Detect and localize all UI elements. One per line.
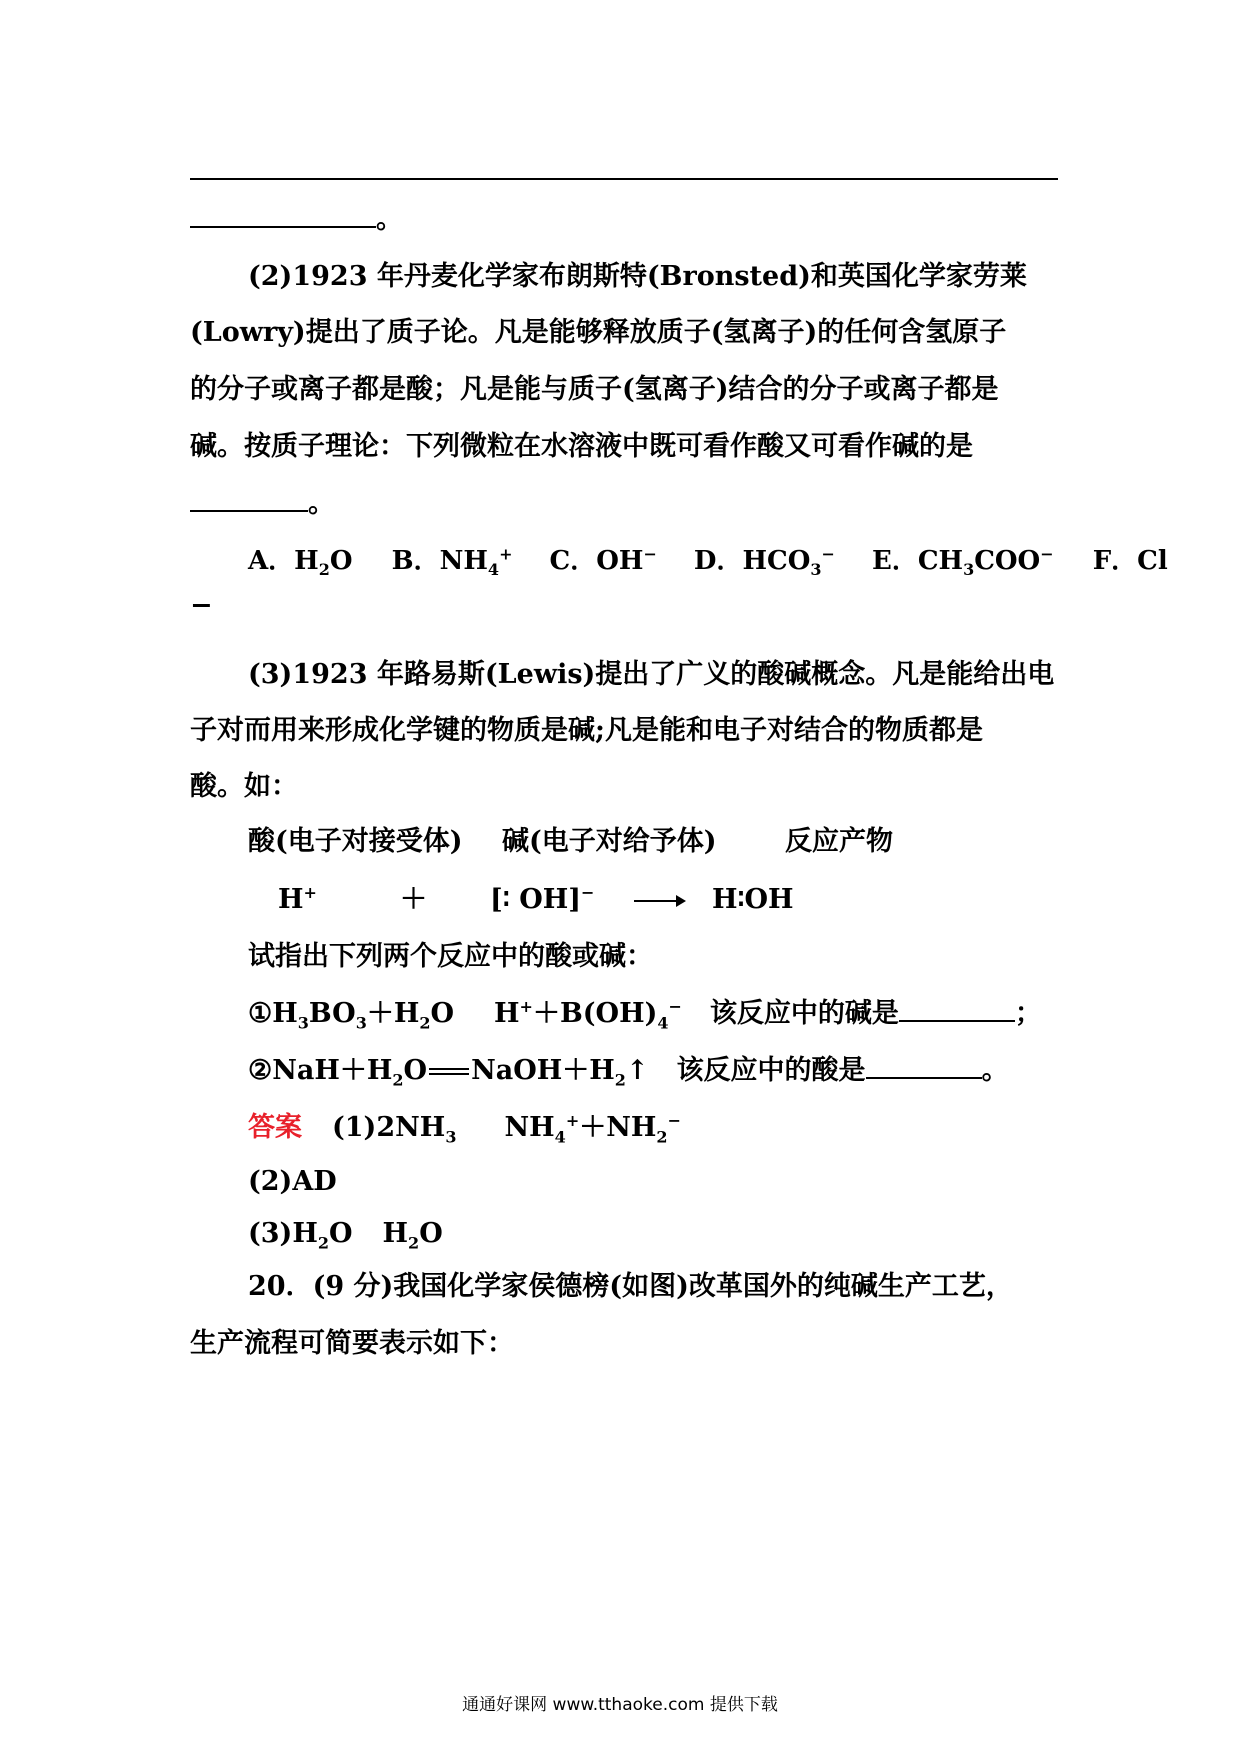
answer-3: $(3)H_2O$ $H_2O$ [248, 1218, 443, 1253]
q20-line-2: 生产流程可简要表示如下： [190, 1328, 514, 1359]
option-c: C．OH− [549, 544, 657, 576]
lewis-header-base: 碱(电子对给予体) [502, 826, 717, 857]
q2-line-4: 碱。按质子理论：下列微粒在水溶液中既可看作酸又可看作碱的是 [190, 431, 973, 462]
q3-line-2: 子对而用来形成化学键的物质是碱;凡是能和电子对结合的物质都是 [190, 715, 983, 746]
q20-line-1: 20．(9 分)我国化学家侯德榜(如图)改革国外的纯碱生产工艺， [248, 1271, 1013, 1302]
reaction-1: $①H_3BO_3+H_2O$ $H^++B(OH)_4^-$ 该反应中的碱是 ； [248, 997, 1042, 1033]
answer-1: 答案 $(1)2NH_3$ $NH_4^++NH_2^-$ [248, 1111, 681, 1147]
q2-answer-blank: 。 [190, 484, 335, 524]
lewis-example-product: H∶OH [712, 884, 794, 915]
q2-options [248, 541, 1168, 581]
q2-line-3: 的分子或离子都是酸；凡是能与质子(氢离子)结合的分子或离子都是 [190, 374, 999, 405]
option-f-charge: − [190, 590, 213, 621]
q2-line-2: (Lowry)提出了质子论。凡是能够释放质子(氢离子)的任何含氢原子 [190, 317, 1007, 348]
option-b: B．$NH_4^+$ [391, 544, 513, 580]
reaction-2: $②NaH+H_2O$ $NaOH+H_2↑$ 该反应中的酸是 。 [248, 1055, 1009, 1090]
lewis-header-product: 反应产物 [785, 826, 893, 857]
q3-line-3: 酸。如： [190, 771, 298, 802]
option-d: D．$HCO_3^-$ [693, 544, 835, 580]
option-a: A．$H_2O$ [248, 546, 353, 580]
lewis-header-acid: 酸(电子对接受体) [248, 826, 463, 857]
footer-credit: 通通好课网 www.tthaoke.com 提供下载 [462, 1695, 778, 1715]
q3-line-1: (3)1923 年路易斯(Lewis)提出了广义的酸碱概念。凡是能给出电 [248, 659, 1055, 690]
answer-blank-continuation: 。 [190, 200, 403, 240]
answer-2: (2)AD [248, 1166, 337, 1197]
answer-blank-line [190, 178, 1058, 180]
option-f: F．Cl [1092, 546, 1168, 576]
answer-label: 答案 [248, 1112, 302, 1143]
lewis-example-base: [∶ OH]− [490, 883, 595, 915]
q2-line-1: (2)1923 年丹麦化学家布朗斯特(Bronsted)和英国化学家劳莱 [248, 261, 1027, 292]
lewis-example-plus: ＋ [400, 884, 427, 915]
q3-instruction: 试指出下列两个反应中的酸或碱： [248, 941, 653, 972]
lewis-example: H+ [278, 883, 317, 915]
option-e: E．$CH_3COO^-$ [872, 544, 1054, 580]
lewis-example-arrow [628, 880, 690, 920]
